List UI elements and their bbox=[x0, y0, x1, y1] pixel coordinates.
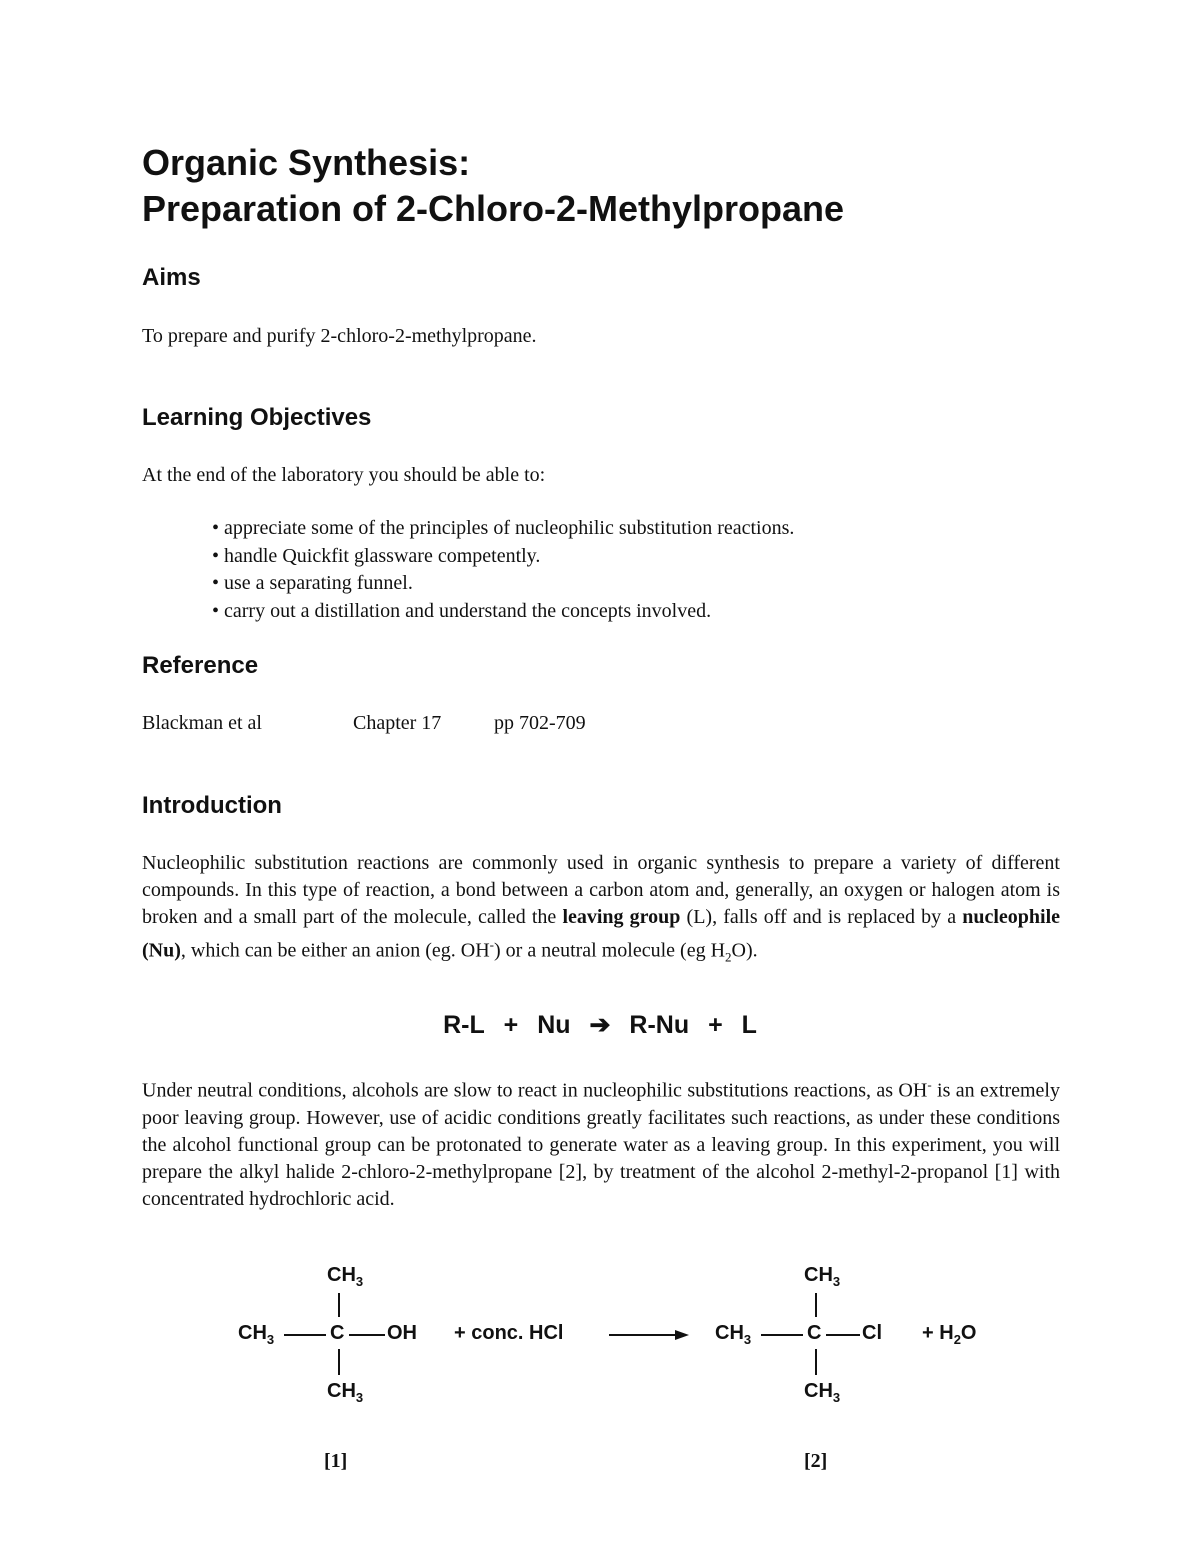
water-byproduct: + $H_2O$ bbox=[922, 1322, 977, 1347]
list-item: • handle Quickfit glassware competently. bbox=[212, 544, 541, 567]
bond bbox=[761, 1334, 803, 1336]
methyl-bottom-1: $CH_3$ bbox=[327, 1380, 364, 1405]
aims-heading: Aims bbox=[142, 264, 201, 291]
arrow-icon: ➔ bbox=[589, 1011, 611, 1039]
reference-chapter: Chapter 17 bbox=[353, 712, 442, 734]
bond bbox=[815, 1349, 817, 1375]
introduction-paragraph-2: Under neutral conditions, alcohols are slow to react in nucleophilic substitutions reactions, as OH- is an extremely poor leaving group. However, use of acidic conditions greatly facilitates such reactions, as under these conditions the alcohol functional group can be protonated to generate water as a leaving group. In this experiment, you will prepare the alkyl halide 2-chloro-2-methylpropane [2], by treatment of the alcohol 2-methyl-2-propanol [1] with concentrated hydrochloric acid. bbox=[142, 1077, 1060, 1210]
bond bbox=[826, 1334, 860, 1336]
bond bbox=[349, 1334, 385, 1336]
objectives-heading: Learning Objectives bbox=[142, 404, 372, 431]
reference-pages: pp 702-709 bbox=[494, 712, 586, 734]
general-equation: R-L + Nu ➔ R-Nu + L bbox=[443, 1011, 757, 1039]
bond bbox=[284, 1334, 326, 1336]
objectives-intro: At the end of the laboratory you should be able to: bbox=[142, 464, 546, 486]
methyl-left-2: $CH_3$ bbox=[715, 1322, 752, 1347]
introduction-paragraph-1: Nucleophilic substitution reactions are commonly used in organic synthesis to prepare a variety of different compounds. In this type of reaction, a bond between a carbon atom and, generally, an oxygen or halogen atom is broken and a small part of the molecule, called the leaving group (L), falls off and is replaced by a nucleophile (Nu), which can be either an anion (eg. OH-) or a neutral molecule (eg $H_2O$). bbox=[142, 852, 1061, 965]
central-carbon-2: C bbox=[807, 1322, 822, 1344]
objectives-list bbox=[212, 515, 794, 625]
reagent-text: + conc. HCl bbox=[454, 1322, 564, 1344]
methyl-top-2: $CH_3$ bbox=[804, 1264, 841, 1289]
introduction-heading: Introduction bbox=[142, 792, 282, 819]
bond bbox=[338, 1293, 340, 1317]
bond bbox=[338, 1349, 340, 1375]
reference-heading: Reference bbox=[142, 652, 259, 679]
aims-text: To prepare and purify 2-chloro-2-methylpropane. bbox=[142, 325, 537, 347]
methyl-left-1: $CH_3$ bbox=[238, 1322, 275, 1347]
reference-line bbox=[142, 710, 842, 740]
compound-label-1: [1] bbox=[324, 1450, 348, 1472]
central-carbon-1: C bbox=[330, 1322, 345, 1344]
nucleophile-term: nucleophile (Nu) bbox=[142, 906, 1061, 962]
chloro-group: Cl bbox=[862, 1322, 882, 1344]
leaving-group-term: leaving group bbox=[562, 906, 681, 928]
title-line-1: Organic Synthesis: bbox=[142, 142, 471, 183]
methyl-top-1: $CH_3$ bbox=[327, 1264, 364, 1289]
hydroxyl-group: OH bbox=[387, 1322, 417, 1344]
list-item: • use a separating funnel. bbox=[212, 572, 413, 594]
title-line-2: Preparation of 2-Chloro-2-Methylpropane bbox=[142, 188, 845, 229]
reference-author: Blackman et al bbox=[142, 712, 262, 734]
list-item: • carry out a distillation and understand the concepts involved. bbox=[212, 599, 712, 622]
bond bbox=[815, 1293, 817, 1317]
compound-label-2: [2] bbox=[804, 1450, 828, 1472]
document-title bbox=[142, 140, 844, 232]
list-item: • appreciate some of the principles of nucleophilic substitution reactions. bbox=[212, 517, 795, 539]
reaction-arrow-icon bbox=[609, 1327, 691, 1343]
methyl-bottom-2: $CH_3$ bbox=[804, 1380, 841, 1405]
